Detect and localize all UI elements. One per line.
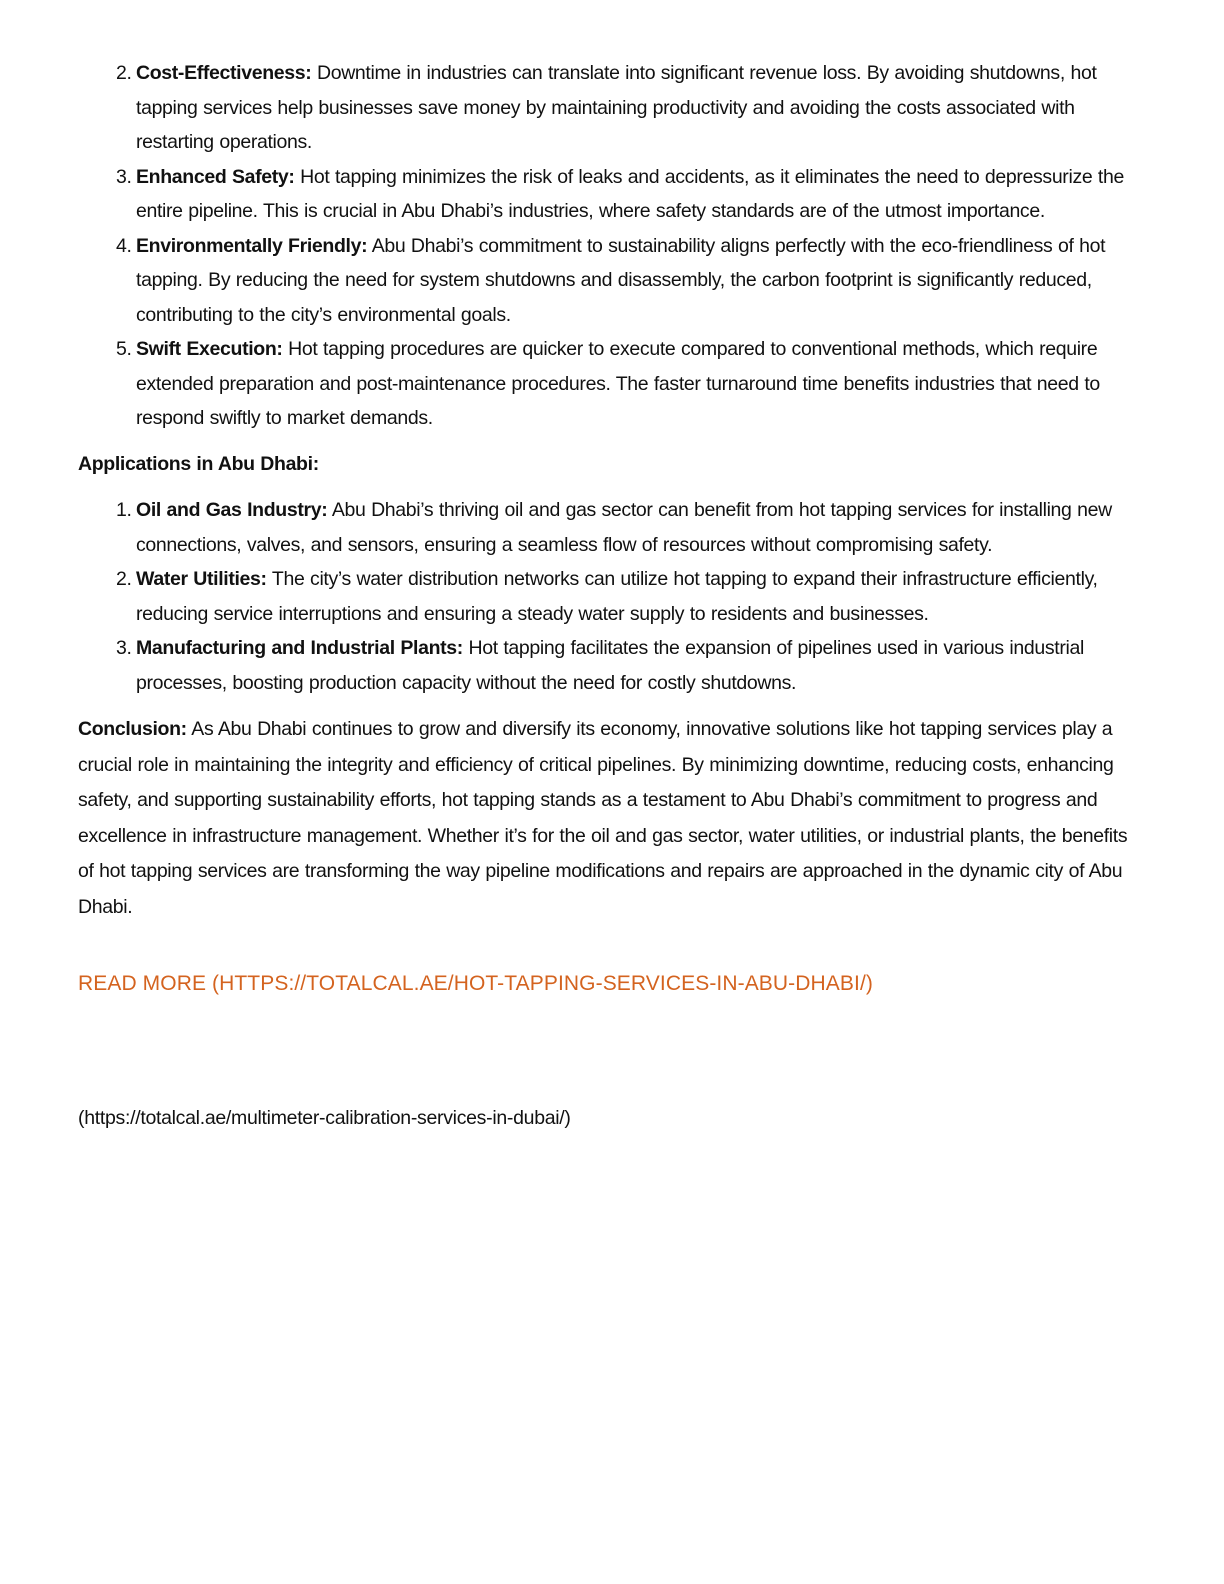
list-number: 5. [116,338,132,360]
list-item-swift-execution [116,332,1140,436]
list-number: 2. [116,62,132,84]
applications-list [78,493,1140,700]
list-number: 4. [116,234,132,257]
list-item-label: Manufacturing and Industrial Plants: [136,637,463,659]
next-article-link[interactable]: (https://totalcal.ae/multimeter-calibration-services-in-dubai/) [78,1107,571,1129]
list-item-text: Downtime in industries can translate into significant revenue loss. By avoiding shutdowns, hot tapping services help businesses save money by maintaining productivity and avoiding the costs associated with restarting operations. [136,62,1097,153]
article-content [78,56,1140,1133]
list-item-label: Water Utilities: [136,568,267,590]
list-item-label: Cost-Effectiveness: [136,62,312,84]
conclusion-text: As Abu Dhabi continues to grow and diversify its economy, innovative solutions like hot tapping services play a crucial role in maintaining the integrity and efficiency of critical pipelines. By minimizing downtime, reducing costs, enhancing safety, and supporting sustainability efforts, hot tapping stands as a testament to Abu Dhabi’s commitment to progress and excellence in infrastructure management. Whether it’s for the oil and gas sector, water utilities, or industrial plants, the benefits of hot tapping services are transforming the way pipeline modifications and repairs are approached in the dynamic city of Abu Dhabi. [78,718,1128,918]
list-item-label: Oil and Gas Industry: [136,499,328,521]
list-item-text: Hot tapping procedures are quicker to execute compared to conventional methods, which require extended preparation and post-maintenance procedures. The faster turnaround time benefits industries that need to respond swiftly to market demands. [136,338,1100,429]
list-item-text: Hot tapping minimizes the risk of leaks and accidents, as it eliminates the need to depressurize the entire pipeline. This is crucial in Abu Dhabi’s industries, where safety standards are of the utmost importance. [136,165,1124,222]
conclusion-paragraph [78,712,1140,925]
list-item-text: Hot tapping facilitates the expansion of pipelines used in various industrial processes, boosting production capacity without the need for costly shutdowns. [136,637,1084,694]
list-number: 1. [116,499,132,521]
list-item-label: Swift Execution: [136,338,283,360]
list-item-text: Abu Dhabi’s thriving oil and gas sector can benefit from hot tapping services for installing new connections, valves, and sensors, ensuring a seamless flow of resources without compromising safety. [136,499,1112,556]
applications-heading: Applications in Abu Dhabi: [78,452,319,475]
list-item-text: Abu Dhabi’s commitment to sustainability aligns perfectly with the eco-friendliness of hot tapping. By reducing the need for system shutdowns and disassembly, the carbon footprint is significantly reduced, contributing to the city’s environmental goals. [136,234,1106,326]
list-number: 2. [116,568,132,590]
list-item-enhanced-safety [116,160,1140,229]
conclusion-label: Conclusion: [78,718,187,740]
list-number: 3. [116,637,132,659]
list-item-cost-effectiveness [116,56,1140,160]
list-number: 3. [116,165,132,188]
list-item-water-utilities [116,562,1140,631]
benefits-list [78,56,1140,436]
list-item-text: The city’s water distribution networks can utilize hot tapping to expand their infrastructure efficiently, reducing service interruptions and ensuring a steady water supply to residents and businesses. [136,568,1098,625]
list-item-oil-and-gas [116,493,1140,562]
list-item-label: Enhanced Safety: [136,165,295,188]
list-item-manufacturing [116,631,1140,700]
read-more-link[interactable]: READ MORE (HTTPS://TOTALCAL.AE/HOT-TAPPING-SERVICES-IN-ABU-DHABI/) [78,972,873,995]
list-item-label: Environmentally Friendly: [136,234,368,257]
list-item-environmentally-friendly [116,229,1140,333]
